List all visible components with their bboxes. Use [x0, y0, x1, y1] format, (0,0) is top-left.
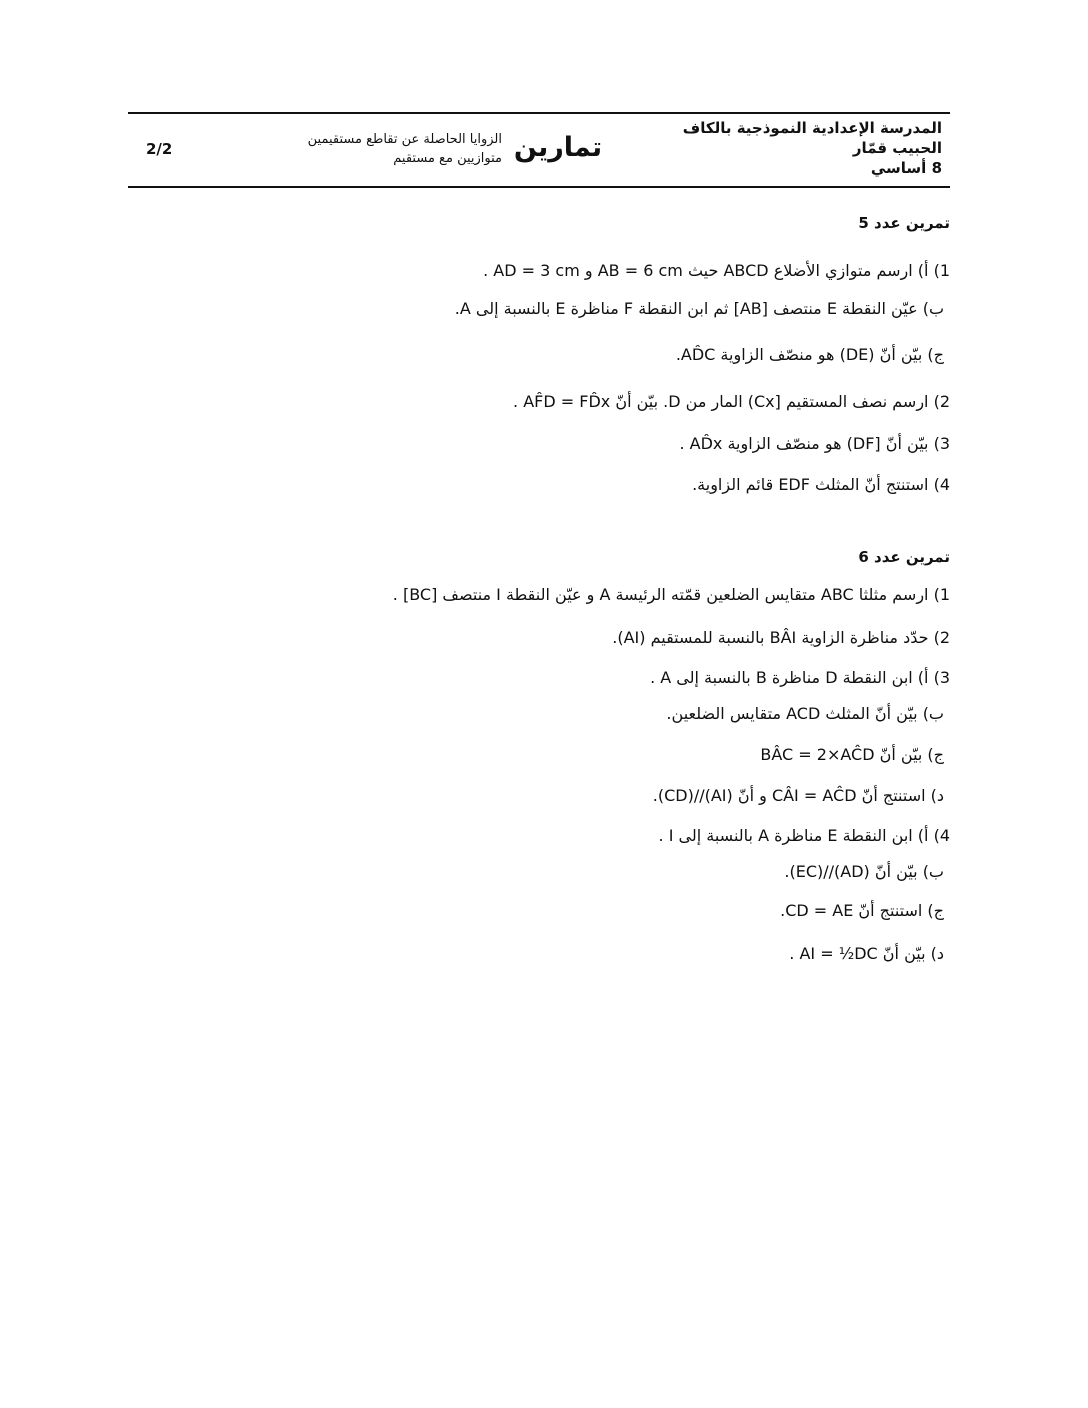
exercise-5-item: 3) بيّن أنّ [DF) هو منصّف الزاوية AD̂x .: [679, 434, 950, 453]
exercise-5-item: ب) عيّن النقطة E منتصف [AB] ثم ابن النقطة F مناظرة E بالنسبة إلى A.: [454, 299, 944, 318]
exercise-5-item: 4) استنتج أنّ المثلث EDF قائم الزاوية.: [692, 475, 950, 494]
topic-block: [238, 130, 502, 168]
exercise-6-item: د) استنتج أنّ CÂI = AĈD و أنّ (AI)//(CD).: [652, 786, 944, 805]
page-number: 2/2: [146, 140, 173, 158]
exercise-6-item: د) بيّن أنّ AI = ½DC .: [789, 944, 944, 963]
exercise-6-item: 1) ارسم مثلثا ABC متقايس الضلعين قمّته الرئيسة A و عيّن النقطة I منتصف [BC] .: [392, 585, 950, 604]
exercise-6-item: ج) بيّن أنّ BÂC = 2×AĈD: [760, 745, 944, 764]
exercise-5-title: تمرين عدد 5: [858, 214, 950, 232]
exercise-5-item: ج) بيّن أنّ (DE) هو منصّف الزاوية AD̂C.: [675, 345, 944, 364]
exercise-5-item: 1) أ) ارسم متوازي الأضلاع ABCD حيث AB = 6 cm و AD = 3 cm .: [483, 261, 950, 280]
exercise-6-item: 2) حدّد مناظرة الزاوية BÂI بالنسبة للمستقيم (AI).: [612, 628, 950, 647]
exercise-6-item: 4) أ) ابن النقطة E مناظرة A بالنسبة إلى I .: [658, 826, 950, 845]
school-block: [642, 118, 942, 178]
exercise-6-item: ج) استنتج أنّ CD = AE.: [780, 901, 944, 920]
teacher-name: الحبيب قمّار: [852, 139, 942, 157]
grade-level: 8 أساسي: [870, 159, 942, 177]
header-band: [128, 112, 950, 188]
worksheet-title: تمارين: [513, 132, 603, 163]
exercise-6-item: ب) بيّن أنّ المثلث ACD متقايس الضلعين.: [666, 704, 944, 723]
exercise-5-item: 2) ارسم نصف المستقيم [Cx) المار من D. بيّن أنّ AF̂D = FD̂x .: [513, 392, 950, 411]
school-name: المدرسة الإعدادية النموذجية بالكاف: [682, 119, 942, 137]
exercise-6-item: 3) أ) ابن النقطة D مناظرة B بالنسبة إلى A .: [650, 668, 950, 687]
exercise-6-title: تمرين عدد 6: [858, 548, 950, 566]
topic-line-1: الزوايا الحاصلة عن تقاطع مستقيمين: [307, 132, 502, 147]
exercise-6-item: ب) بيّن أنّ (AD)//(EC).: [784, 862, 944, 881]
topic-line-2: متوازيين مع مستقيم: [393, 151, 502, 166]
